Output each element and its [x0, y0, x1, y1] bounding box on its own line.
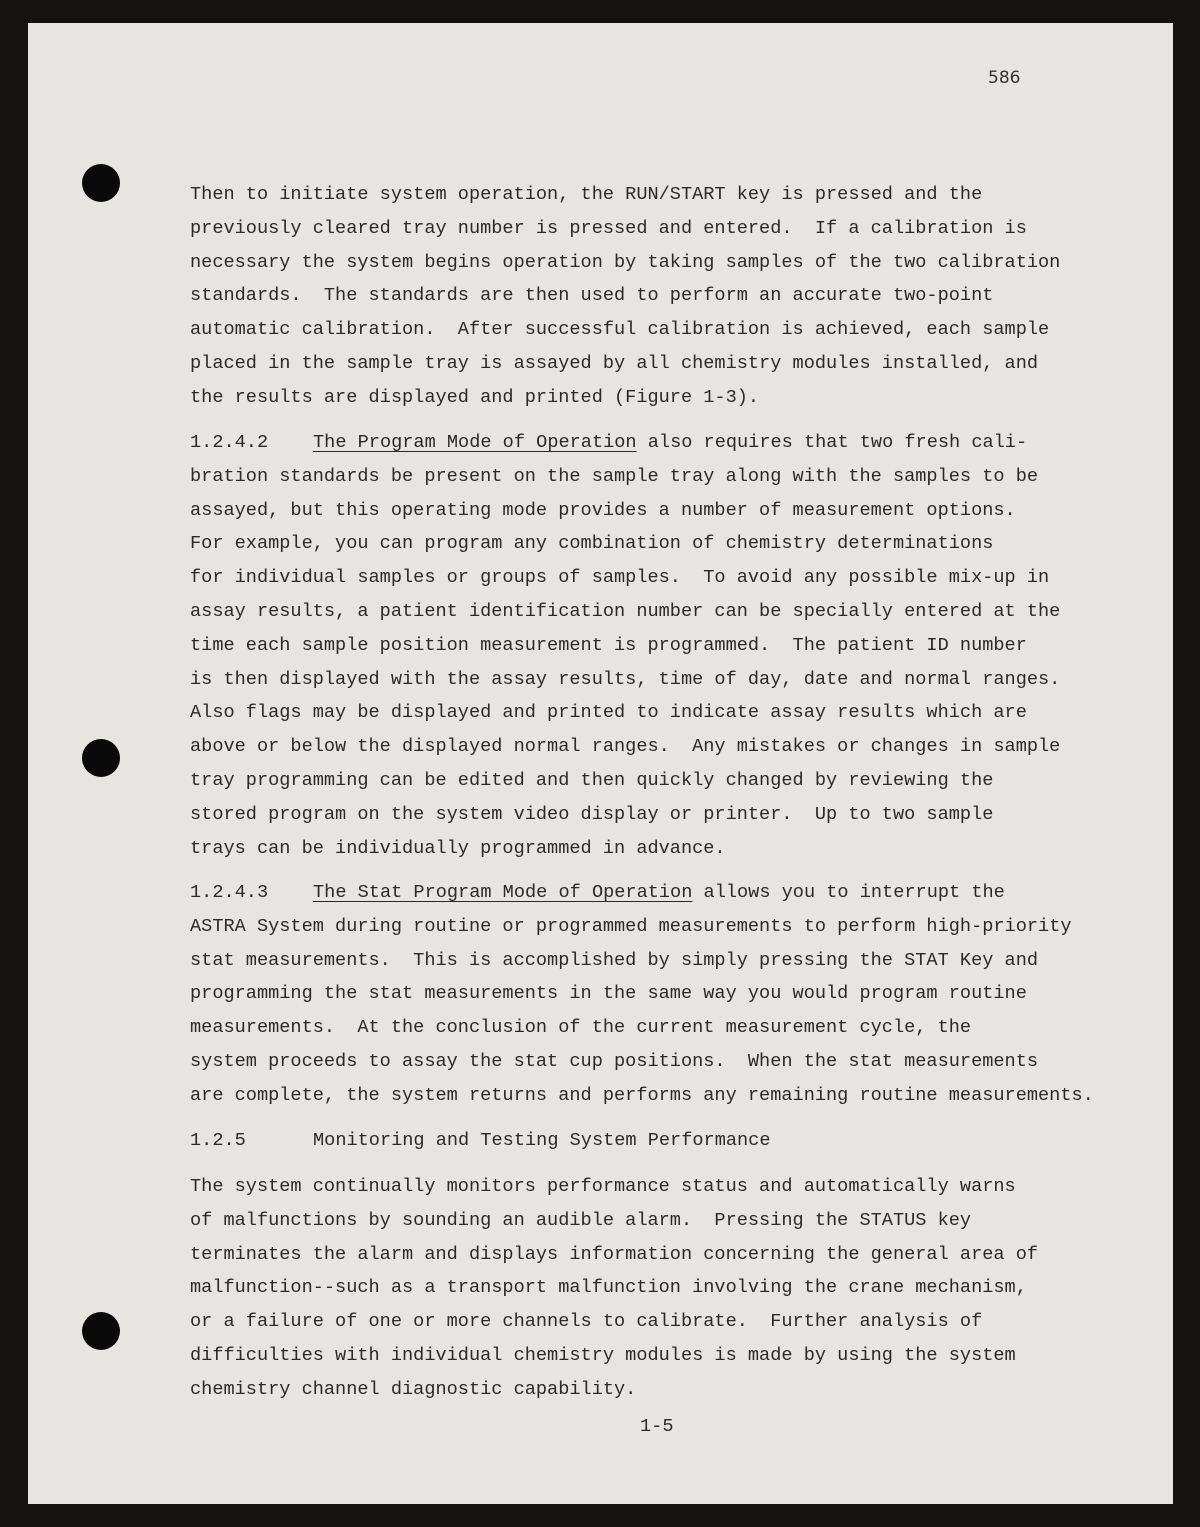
text-line: standards. The standards are then used to perform an accurate two-point [190, 285, 994, 307]
text-line: previously cleared tray number is pressed and entered. If a calibration is [190, 217, 1027, 239]
section-header-line [190, 876, 1094, 910]
section-title: The Stat Program Mode of Operation [313, 882, 693, 903]
text-line: assay results, a patient identification number can be specially entered at the [190, 600, 1061, 622]
text-line: Then to initiate system operation, the RUN/START key is pressed and the [190, 184, 983, 205]
section-header-line [190, 426, 1060, 460]
section-number: 1.2.4.2 [190, 432, 269, 453]
text-line: automatic calibration. After successful calibration is achieved, each sample [190, 319, 1050, 341]
section-number: 1.2.5 [190, 1130, 246, 1151]
text-line: difficulties with individual chemistry modules is made by using the system [190, 1344, 1016, 1366]
text-line: trays can be individually programmed in advance. [190, 837, 726, 859]
text-line: above or below the displayed normal ranges. Any mistakes or changes in sample [190, 736, 1061, 758]
text-line: are complete, the system returns and performs any remaining routine measurements. [190, 1084, 1094, 1106]
text-line: malfunction--such as a transport malfunction involving the crane mechanism, [190, 1277, 1027, 1299]
text-line: ASTRA System during routine or programmed measurements to perform high-priority [190, 915, 1072, 937]
text-line: The system continually monitors performance status and automatically warns [190, 1176, 1016, 1197]
text-line: is then displayed with the assay results, time of day, date and normal ranges. [190, 668, 1061, 690]
paragraph [190, 1170, 1038, 1407]
footer-page-number: 1-5 [640, 1416, 674, 1437]
binder-hole [82, 164, 120, 202]
text-line: system proceeds to assay the stat cup positions. When the stat measurements [190, 1050, 1039, 1072]
page-number: 586 [988, 68, 1021, 88]
section-number: 1.2.4.3 [190, 882, 269, 903]
text-line: of malfunctions by sounding an audible alarm. Pressing the STATUS key [190, 1209, 972, 1231]
text-line: tray programming can be edited and then quickly changed by reviewing the [190, 769, 994, 791]
text-line: measurements. At the conclusion of the current measurement cycle, the [190, 1017, 972, 1039]
section-1-2-4-3 [190, 876, 1094, 1113]
text-line: placed in the sample tray is assayed by all chemistry modules installed, and [190, 352, 1039, 374]
text-line: time each sample position measurement is programmed. The patient ID number [190, 634, 1027, 656]
text-line: stat measurements. This is accomplished by simply pressing the STAT Key and [190, 949, 1039, 971]
binder-hole [82, 739, 120, 777]
paragraph [190, 178, 1060, 415]
text-line: necessary the system begins operation by taking samples of the two calibration [190, 251, 1061, 273]
binder-hole [82, 1312, 120, 1350]
section-title-rest: allows you to interrupt the [692, 882, 1005, 903]
section-1-2-4-2 [190, 426, 1060, 865]
text-line: programming the stat measurements in the same way you would program routine [190, 983, 1027, 1005]
text-line: for individual samples or groups of samples. To avoid any possible mix-up in [190, 567, 1050, 589]
section-heading: Monitoring and Testing System Performance [313, 1130, 771, 1151]
section-title: The Program Mode of Operation [313, 432, 637, 453]
text-line: stored program on the system video display or printer. Up to two sample [190, 803, 994, 825]
text-line: assayed, but this operating mode provides a number of measurement options. [190, 499, 1016, 521]
text-line: Also flags may be displayed and printed to indicate assay results which are [190, 702, 1027, 724]
section-title-rest: also requires that two fresh cali- [636, 432, 1028, 453]
text-line: or a failure of one or more channels to calibrate. Further analysis of [190, 1311, 983, 1333]
text-line: chemistry channel diagnostic capability. [190, 1378, 637, 1400]
text-line: For example, you can program any combination of chemistry determinations [190, 533, 994, 555]
text-line: bration standards be present on the sample tray along with the samples to be [190, 465, 1039, 487]
text-line: the results are displayed and printed (Figure 1-3). [190, 386, 760, 408]
text-line: terminates the alarm and displays information concerning the general area of [190, 1243, 1039, 1265]
